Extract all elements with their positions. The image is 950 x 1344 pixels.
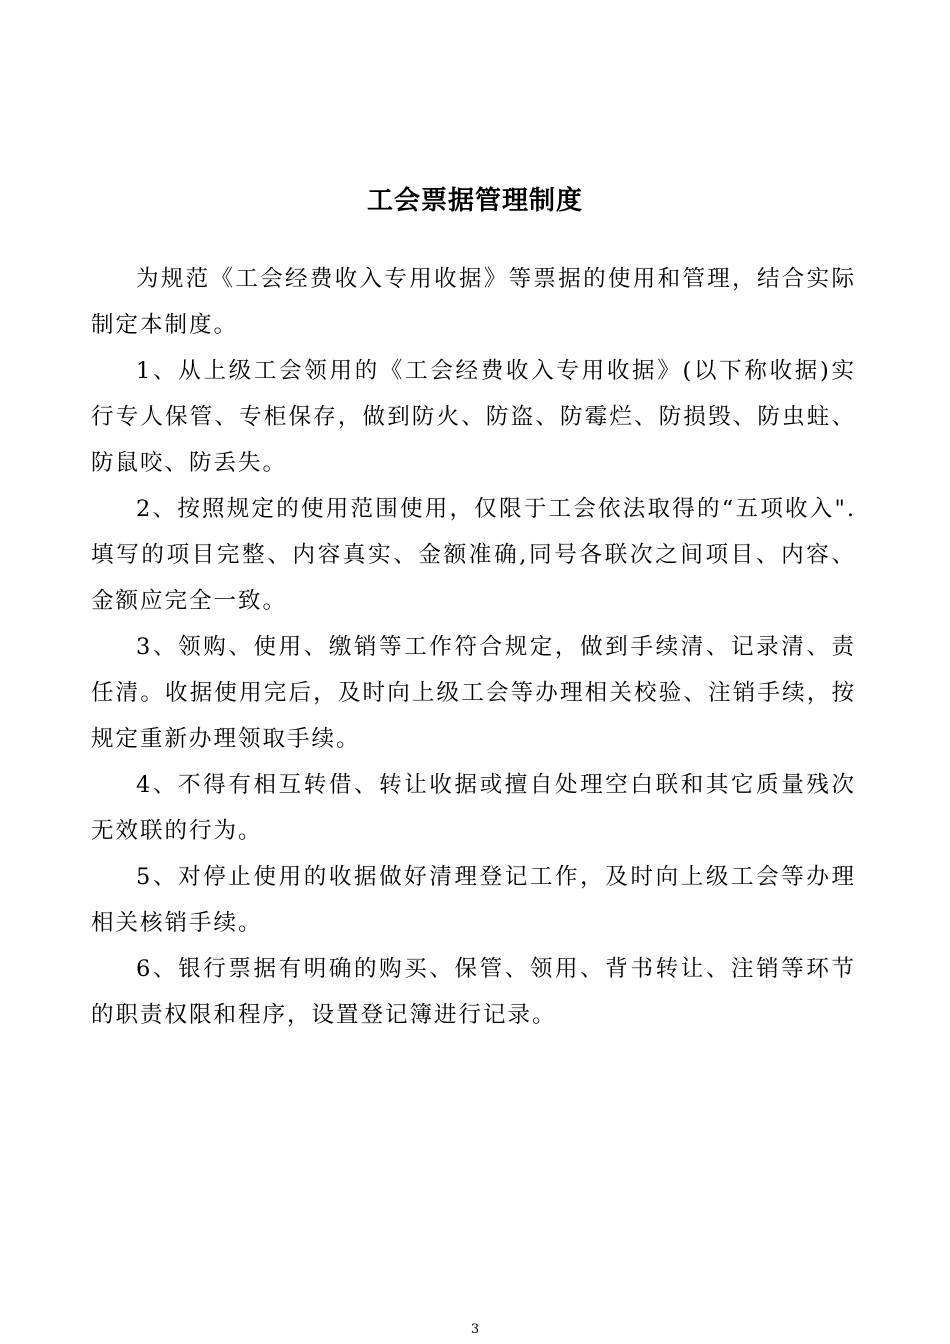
paragraph-item-4: 4、不得有相互转借、转让收据或擅自处理空白联和其它质量残次无效联的行为。	[91, 772, 856, 844]
document-body	[91, 256, 856, 1038]
paragraph-item-5: 5、对停止使用的收据做好清理登记工作，及时向上级工会等办理相关核销手续。	[91, 864, 856, 936]
paragraph-item-2: 2、按照规定的使用范围使用，仅限于工会依法取得的“五项收入".填写的项目完整、内容真实、金额准确,同号各联次之间项目、内容、金额应完全一致。	[91, 496, 856, 614]
page-title: 工会票据管理制度	[366, 186, 583, 217]
paragraph-intro: 为规范《工会经费收入专用收据》等票据的使用和管理，结合实际制定本制度。	[91, 266, 856, 338]
paragraph-item-6: 6、银行票据有明确的购买、保管、领用、背书转让、注销等环节的职责权限和程序，设置登记簿进行记录。	[91, 956, 856, 1028]
page-number: 3	[470, 1322, 480, 1337]
paragraph-item-1: 1、从上级工会领用的《工会经费收入专用收据》(以下称收据)实行专人保管、专柜保存，做到防火、防盗、防霉烂、防损毁、防虫蛀、防鼠咬、防丢失。	[91, 358, 856, 476]
paragraph-item-3: 3、领购、使用、缴销等工作符合规定，做到手续清、记录清、责任清。收据使用完后，及时向上级工会等办理相关校验、注销手续，按规定重新办理领取手续。	[91, 634, 856, 752]
